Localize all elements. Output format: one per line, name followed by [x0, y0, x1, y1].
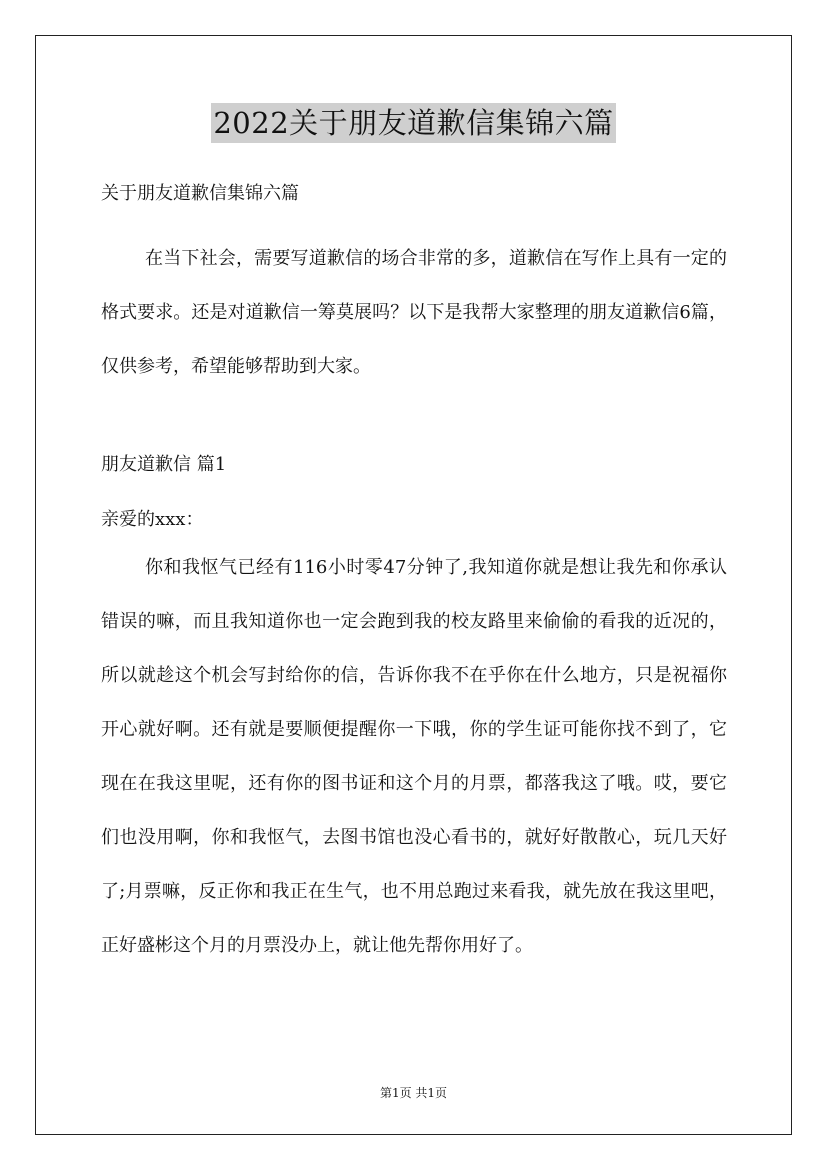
title-container: [0, 103, 827, 143]
document-subtitle: 关于朋友道歉信集锦六篇: [101, 183, 299, 204]
document-title: 2022关于朋友道歉信集锦六篇: [211, 103, 615, 143]
section-heading: 朋友道歉信 篇1: [101, 454, 227, 475]
intro-paragraph: 在当下社会，需要写道歉信的场合非常的多，道歉信在写作上具有一定的格式要求。还是对道歉信一筹莫展吗？以下是我帮大家整理的朋友道歉信6篇，仅供参考，希望能够帮助到大家。: [101, 248, 727, 377]
salutation: 亲爱的xxx：: [101, 509, 204, 530]
letter-body-paragraph: 你和我怄气已经有116小时零47分钟了,我知道你就是想让我先和你承认错误的嘛，而且我知道你也一定会跑到我的校友路里来偷偷的看我的近况的，所以就趁这个机会写封给你的信，告诉你我不在乎你在什么地方，只是祝福你开心就好啊。还有就是要顺便提醒你一下哦，你的学生证可能你找不到了，它现在在我这里呢，还有你的图书证和这个月的月票，都落我这了哦。哎，要它们也没用啊，你和我怄气，去图书馆也没心看书的，就好好散散心，玩几天好了;月票嘛，反正你和我正在生气，也不用总跑过来看我，就先放在我这里吧，正好盛彬这个月的月票没办上，就让他先帮你用好了。: [101, 557, 727, 956]
page-footer: 第1页 共1页: [379, 1086, 448, 1100]
